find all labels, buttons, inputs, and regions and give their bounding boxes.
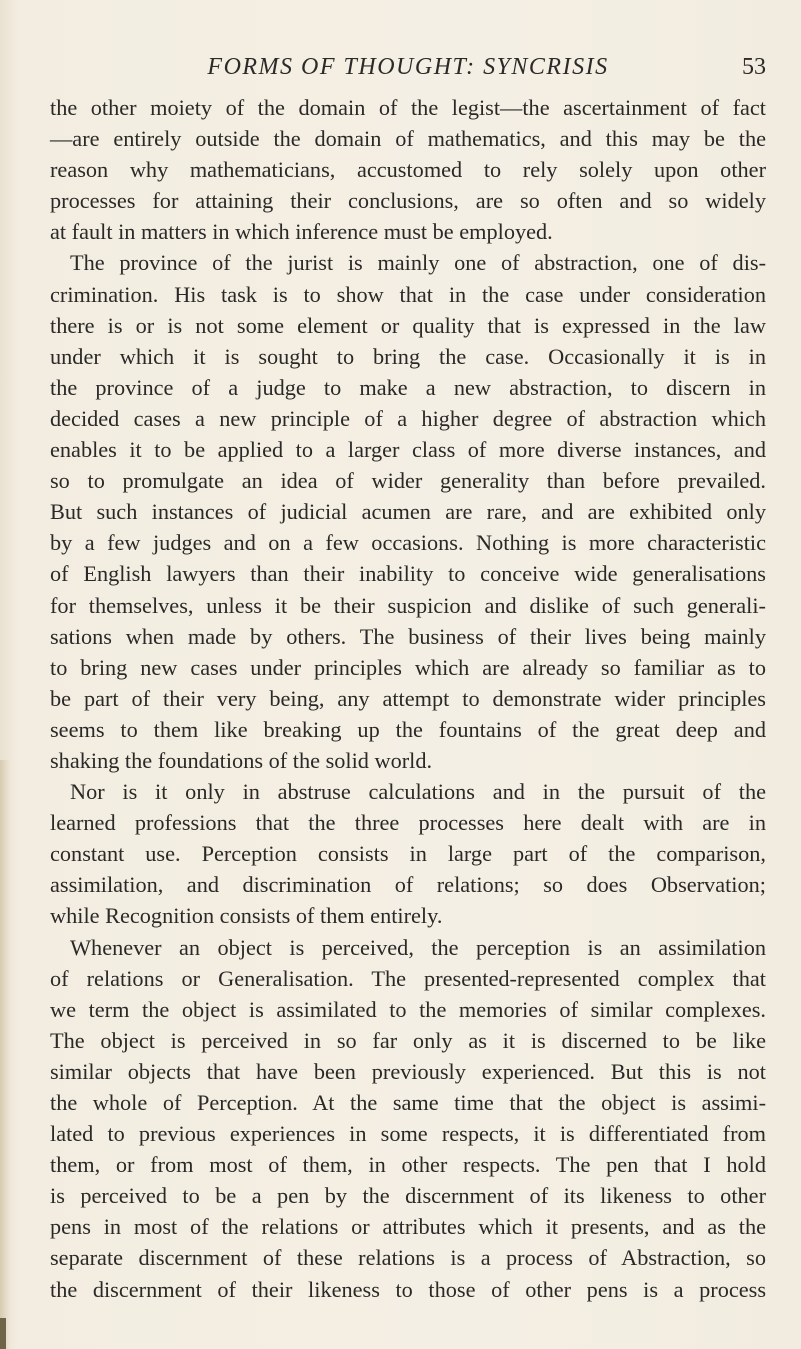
text-line: Nor is it only in abstruse calculations and in the pursuit of the [70,779,766,805]
page-header [50,48,766,84]
text-line: assimilation, and discrimination of relations; so does Observation; [50,872,766,898]
text-line: crimination. His task is to show that in the case under consideration [50,281,766,307]
page-number: 53 [742,54,766,80]
text-line: of English lawyers than their inability to conceive wide generalisations [50,561,766,587]
text-line: them, or from most of them, in other respects. The pen that I hold [50,1152,766,1178]
text-line: so to promulgate an idea of wider generality than before prevailed. [50,468,766,494]
text-line: constant use. Perception consists in large part of the comparison, [50,841,766,867]
text-line: lated to previous experiences in some respects, it is differentiated from [50,1121,766,1147]
text-line: at fault in matters in which inference must be employed. [50,219,553,245]
text-line: But such instances of judicial acumen are rare, and are exhibited only [50,499,766,525]
text-line: there is or is not some element or quality that is expressed in the law [50,312,766,338]
text-line: be part of their very being, any attempt to demonstrate wider principles [50,685,766,711]
text-line: learned professions that the three processes here dealt with are in [50,810,766,836]
text-line: under which it is sought to bring the case. Occasionally it is in [50,343,766,369]
text-line: the other moiety of the domain of the legist—the ascertainment of fact [50,95,766,120]
text-line: is perceived to be a pen by the discernment of its likeness to other [50,1183,766,1209]
running-title: FORMS OF THOUGHT: SYNCRISIS [207,54,609,80]
text-line: Whenever an object is perceived, the perception is an assimilation [70,934,766,960]
gutter-shadow [0,760,10,1349]
text-line: we term the object is assimilated to the memories of similar complexes. [50,996,766,1022]
text-line: enables it to be applied to a larger class of more diverse instances, and [50,437,766,463]
text-line: —are entirely outside the domain of mathematics, and this may be the [50,126,766,152]
text-line: the discernment of their likeness to those of other pens is a process [50,1276,766,1302]
text-line: of relations or Generalisation. The presented-represented complex that [50,965,766,991]
text-line: The province of the jurist is mainly one of abstraction, one of dis- [70,250,766,276]
text-line: reason why mathematicians, accustomed to rely solely upon other [50,157,766,183]
text-line: decided cases a new principle of a higher degree of abstraction which [50,405,766,431]
text-line: while Recognition consists of them entirely. [50,903,443,929]
body-text [50,92,766,1305]
text-line: similar objects that have been previously experienced. But this is not [50,1058,766,1084]
text-line: the whole of Perception. At the same time that the object is assimi- [50,1090,766,1115]
text-line: for themselves, unless it be their suspicion and dislike of such generali- [50,592,766,618]
text-line: processes for attaining their conclusions, are so often and so widely [50,188,766,214]
text-line: shaking the foundations of the solid world. [50,747,433,773]
text-line: pens in most of the relations or attributes which it presents, and as the [50,1214,766,1240]
text-line: by a few judges and on a few occasions. Nothing is more characteristic [50,530,766,556]
text-line: seems to them like breaking up the fountains of the great deep and [50,716,766,742]
text-line: separate discernment of these relations is a process of Abstraction, so [50,1245,766,1271]
text-line: the province of a judge to make a new abstraction, to discern in [50,374,766,400]
text-line: sations when made by others. The business of their lives being mainly [50,623,766,649]
text-line: to bring new cases under principles which are already so familiar as to [50,654,766,680]
binding-edge-mark [0,1318,6,1349]
text-line: The object is perceived in so far only as it is discerned to be like [50,1027,766,1053]
